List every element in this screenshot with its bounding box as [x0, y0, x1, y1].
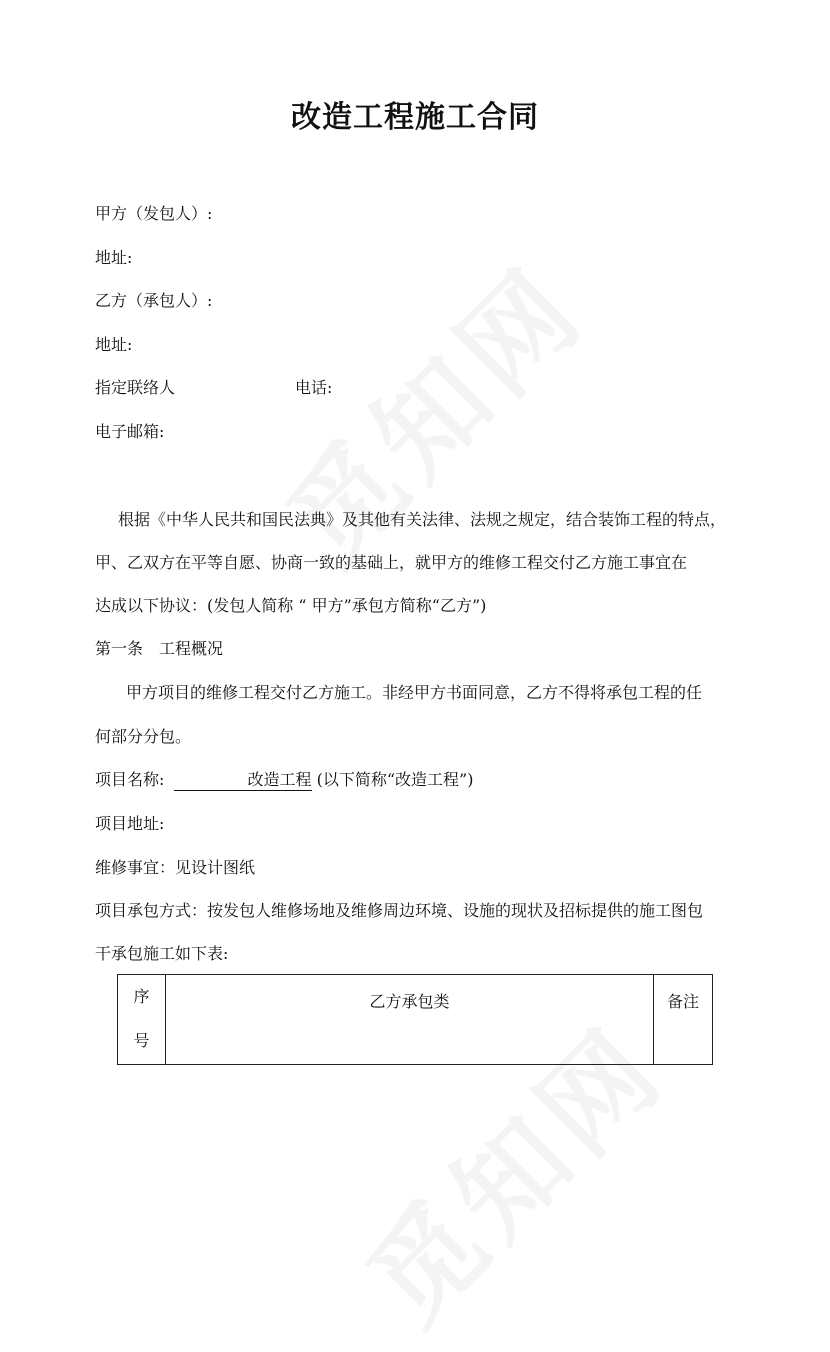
table-cell-scope: 乙方承包类: [166, 975, 654, 1065]
article-1-para-line-2: 何部分分包。: [95, 727, 192, 746]
party-b-label: 乙方（承包人）:: [95, 291, 213, 310]
email-label: 电子邮箱:: [95, 422, 165, 441]
contract-mode-line-1: 项目承包方式：按发包人维修场地及维修周边环境、设施的现状及招标提供的施工图包: [95, 901, 704, 920]
table-cell-serial: [118, 975, 166, 1065]
repair-items-line: 维修事宜：见设计图纸: [95, 858, 256, 877]
contract-scope-table: [117, 974, 713, 1065]
table-cell-remarks: 备注: [654, 975, 713, 1065]
serial-header-line-2: 号: [133, 1031, 150, 1050]
party-b-address-label: 地址:: [95, 335, 133, 354]
watermark: [247, 226, 613, 592]
project-address-label: 项目地址:: [95, 814, 165, 833]
intro-line-3: 达成以下协议：(发包人简称 “ 甲方”承包方简称“乙方”): [95, 596, 487, 615]
document-title: 改造工程施工合同: [291, 100, 539, 135]
project-name-row: [95, 769, 473, 791]
project-name-note: (以下简称“改造工程”): [316, 770, 474, 789]
article-1-heading: 第一条 工程概况: [95, 639, 224, 658]
intro-line-1: 根据《中华人民共和国民法典》及其他有关法律、法规之规定，结合装饰工程的特点，: [118, 510, 727, 529]
party-a-address-label: 地址:: [95, 248, 133, 267]
project-name-value: 改造工程: [174, 770, 312, 791]
party-a-label: 甲方（发包人）:: [95, 204, 213, 223]
phone-label: 电话:: [295, 378, 333, 397]
contact-person-label: 指定联络人: [95, 378, 176, 397]
article-1-para-line-1: 甲方项目的维修工程交付乙方施工。非经甲方书面同意，乙方不得将承包工程的任: [126, 683, 703, 702]
serial-header-line-1: 序: [133, 987, 150, 1006]
project-name-label: 项目名称:: [95, 770, 165, 789]
table-row: [118, 975, 713, 1065]
contract-mode-line-2: 干承包施工如下表:: [95, 944, 229, 963]
intro-line-2: 甲、乙双方在平等自愿、协商一致的基础上，就甲方的维修工程交付乙方施工事宜在: [95, 553, 688, 572]
